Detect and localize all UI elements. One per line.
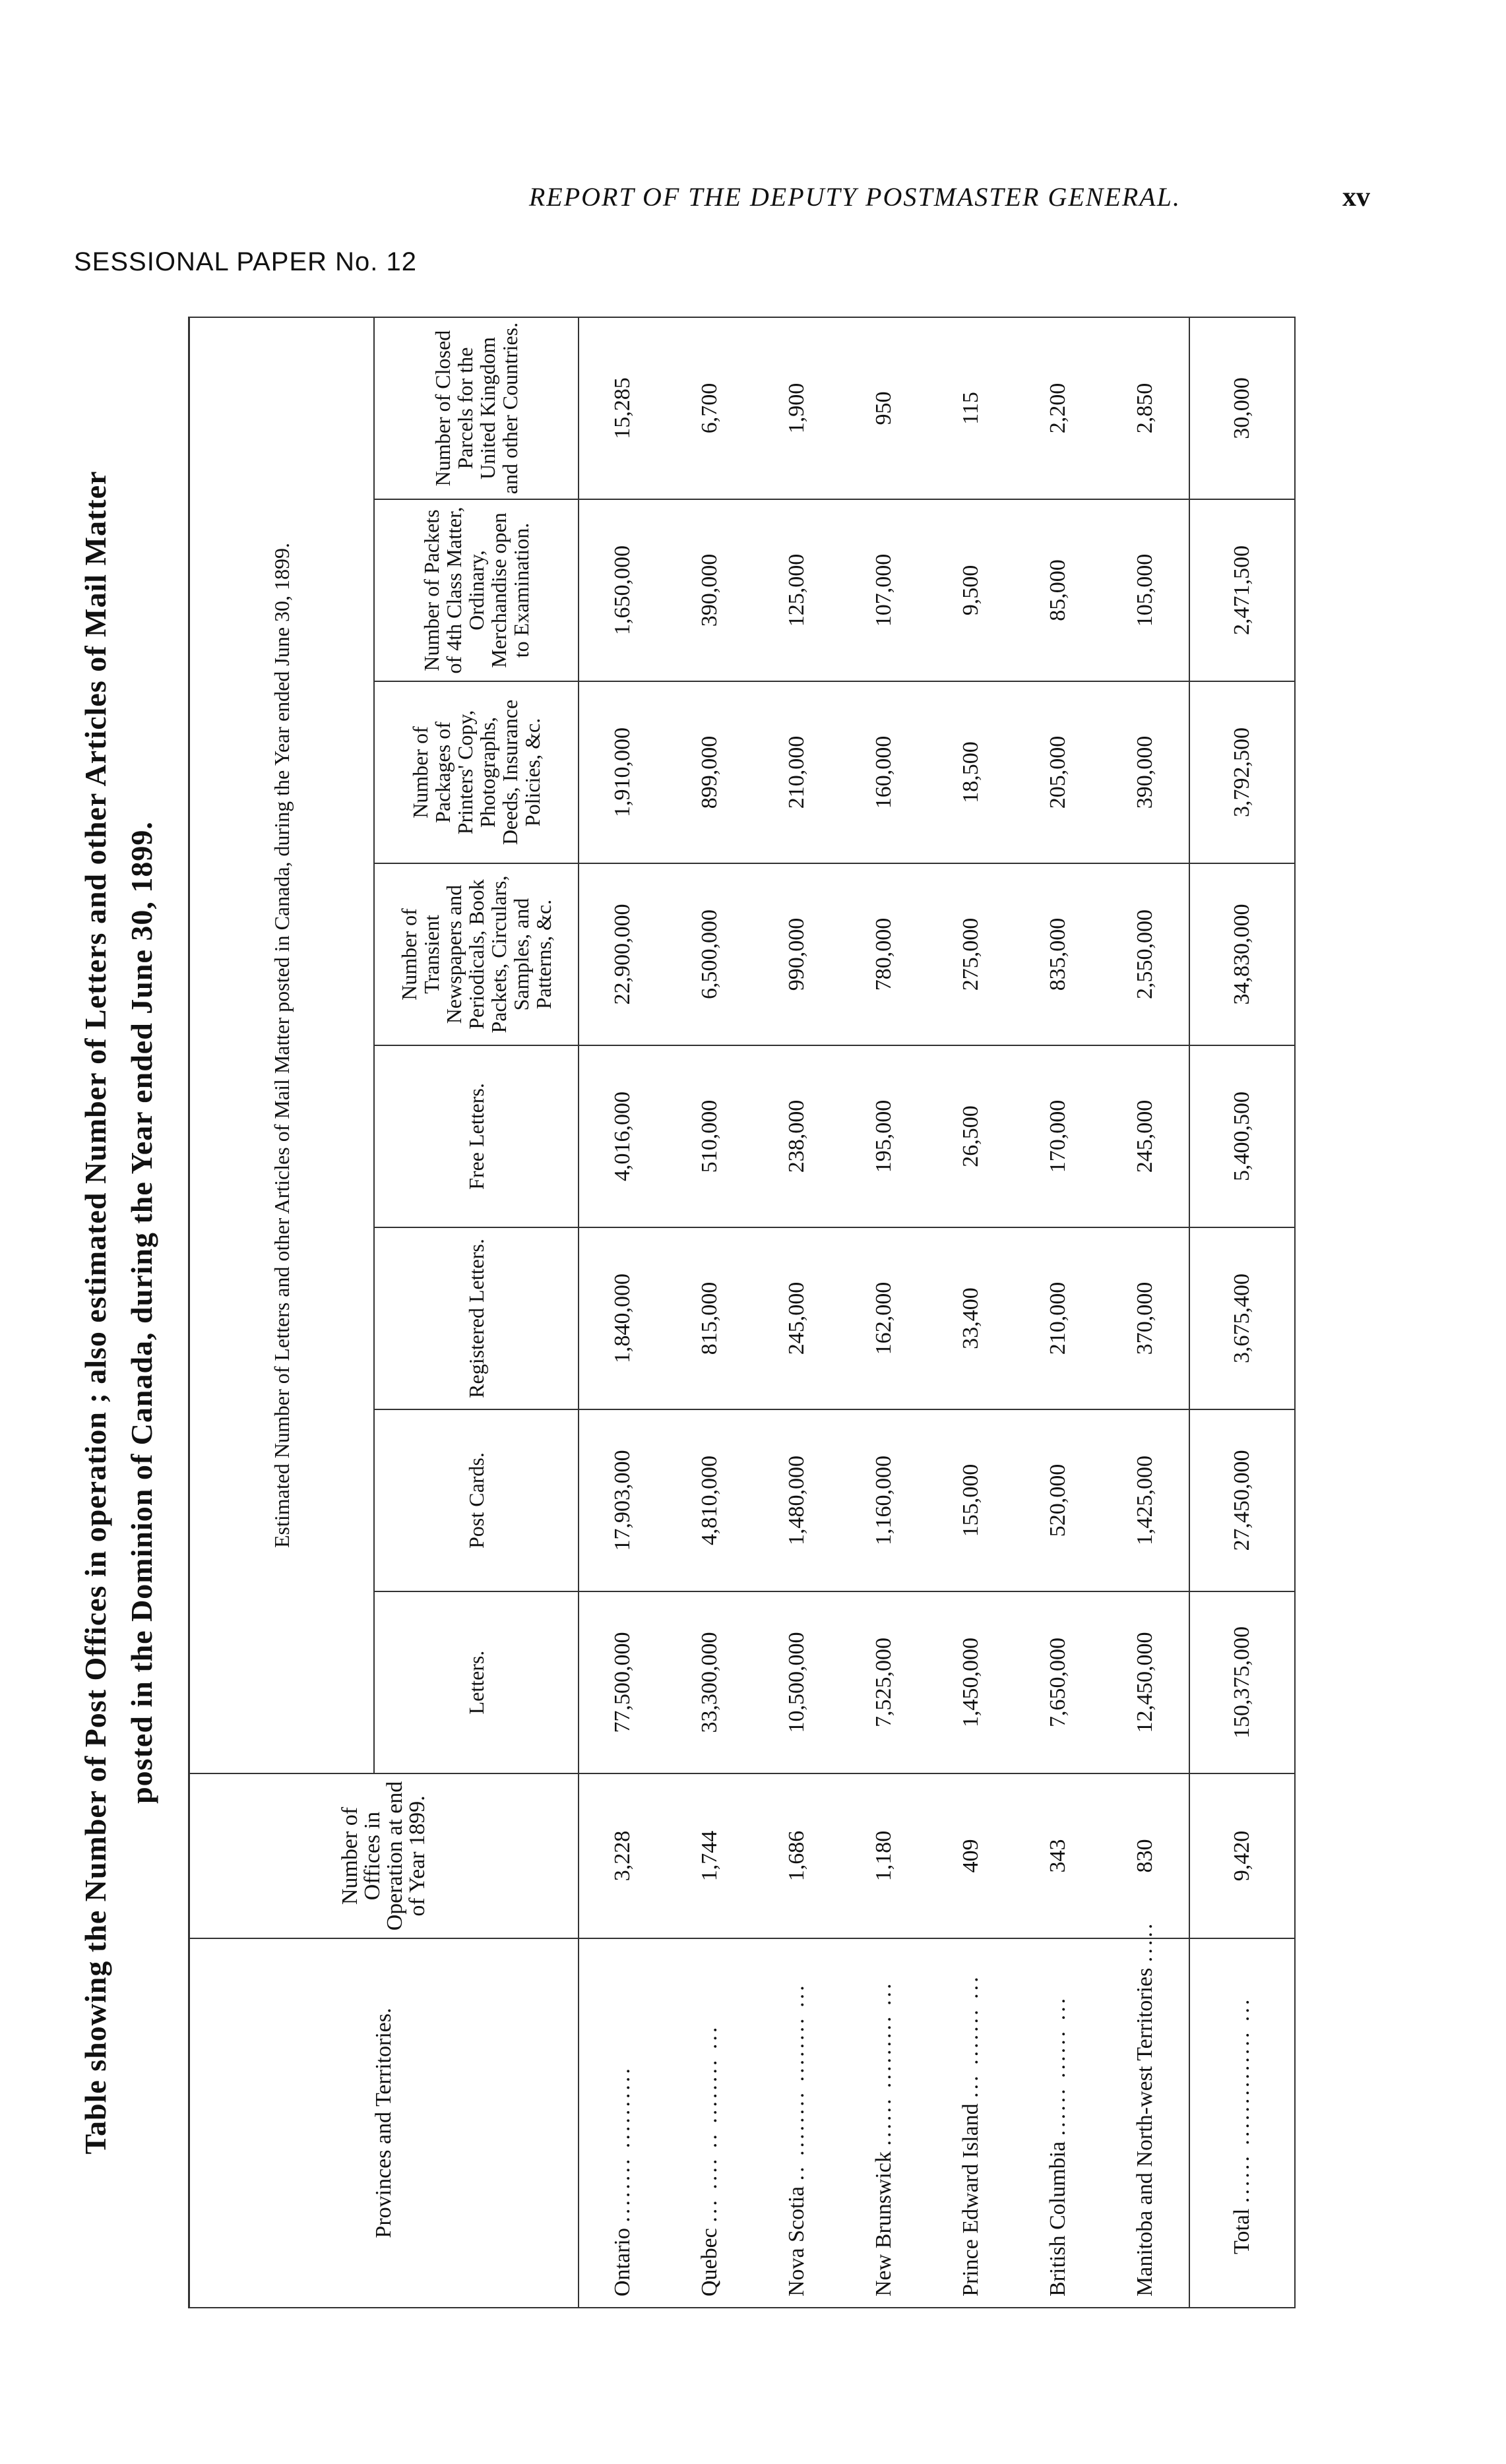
leader-dots: ...... .............. ...	[1230, 1996, 1254, 2203]
value-cell: 2,200	[1015, 317, 1102, 499]
leader-dots: ... ....... ...	[958, 1974, 983, 2098]
value-cell: 155,000	[927, 1409, 1015, 1591]
value-cell: 5,400,500	[1189, 1045, 1295, 1227]
leader-dots: ...... ...... ...	[1046, 1995, 1070, 2136]
caption-line-2: posted in the Dominion of Canada, during the Year ended June 30, 1899.	[125, 821, 158, 1804]
table-row	[1015, 317, 1102, 2308]
value-cell: 7,650,000	[1015, 1591, 1102, 1773]
leader-dots: ........ ..........	[610, 2066, 635, 2223]
offices-cell: 9,420	[1189, 1773, 1295, 1938]
value-cell: 160,000	[840, 681, 927, 863]
table-caption	[73, 317, 178, 2308]
value-cell: 3,792,500	[1189, 681, 1295, 863]
value-cell: 162,000	[840, 1227, 927, 1409]
value-cell: 950	[840, 317, 927, 499]
value-cell: 33,400	[927, 1227, 1015, 1409]
leader-dots: ...... ......... ...	[871, 1981, 896, 2146]
province-cell	[1015, 1938, 1102, 2308]
value-cell: 1,450,000	[927, 1591, 1015, 1773]
sessional-paper-label: SESSIONAL PAPER No. 12	[74, 247, 417, 276]
value-cell: 1,910,000	[579, 681, 666, 863]
value-cell: 2,850	[1102, 317, 1189, 499]
value-cell: 7,525,000	[840, 1591, 927, 1773]
province-cell	[927, 1938, 1015, 2308]
table-row	[666, 317, 753, 2308]
table-row	[753, 317, 840, 2308]
offices-cell: 1,180	[840, 1773, 927, 1938]
leader-dots: .. ........ ........ ...	[784, 1983, 809, 2181]
province-name: New Brunswick	[871, 2151, 896, 2296]
value-cell: 510,000	[666, 1045, 753, 1227]
offices-cell: 830	[1102, 1773, 1189, 1938]
value-cell: 30,000	[1189, 317, 1295, 499]
total-label-cell	[1189, 1938, 1295, 2308]
value-cell: 3,675,400	[1189, 1227, 1295, 1409]
province-name: British Columbia	[1046, 2141, 1070, 2296]
offices-cell: 343	[1015, 1773, 1102, 1938]
value-cell: 238,000	[753, 1045, 840, 1227]
province-cell	[840, 1938, 927, 2308]
header-free-letters: Free Letters.	[374, 1045, 579, 1227]
table-row	[579, 317, 666, 2308]
total-label: Total	[1230, 2208, 1254, 2254]
province-name: Prince Edward Island	[958, 2103, 983, 2296]
value-cell: 6,500,000	[666, 863, 753, 1045]
value-cell: 1,480,000	[753, 1409, 840, 1591]
value-cell: 27,450,000	[1189, 1409, 1295, 1591]
value-cell: 6,700	[666, 317, 753, 499]
province-name: Ontario	[610, 2228, 635, 2296]
value-cell: 390,000	[666, 499, 753, 681]
header-letters: Letters.	[374, 1591, 579, 1773]
value-cell: 1,650,000	[579, 499, 666, 681]
value-cell: 835,000	[1015, 863, 1102, 1045]
value-cell: 210,000	[1015, 1227, 1102, 1409]
value-cell: 26,500	[927, 1045, 1015, 1227]
value-cell: 77,500,000	[579, 1591, 666, 1773]
header-estimated-group: Estimated Number of Letters and other Articles of Mail Matter posted in Canada, during the Year ended June 30, 1899.	[189, 317, 375, 1773]
value-cell: 9,500	[927, 499, 1015, 681]
header-fourth-class-packets: Number of Packets of 4th Class Matter, Ordinary, Merchandise open to Examination.	[374, 499, 579, 681]
value-cell: 1,900	[753, 317, 840, 499]
value-cell: 170,000	[1015, 1045, 1102, 1227]
province-cell	[666, 1938, 753, 2308]
header-provinces: Provinces and Territories.	[189, 1938, 579, 2308]
value-cell: 4,016,000	[579, 1045, 666, 1227]
province-name: Quebec	[697, 2228, 722, 2296]
value-cell: 275,000	[927, 863, 1015, 1045]
value-cell: 195,000	[840, 1045, 927, 1227]
value-cell: 390,000	[1102, 681, 1189, 863]
value-cell: 245,000	[1102, 1045, 1189, 1227]
header-transient-newspapers: Number of Transient Newspapers and Periodicals, Book Packets, Circulars, Samples, and Patterns, &c.	[374, 863, 579, 1045]
value-cell: 15,285	[579, 317, 666, 499]
value-cell: 18,500	[927, 681, 1015, 863]
offices-cell: 3,228	[579, 1773, 666, 1938]
value-cell: 370,000	[1102, 1227, 1189, 1409]
value-cell: 210,000	[753, 681, 840, 863]
page-number: xv	[1342, 182, 1370, 212]
header-printers-copy-packages: Number of Packages of Printers' Copy, Photographs, Deeds, Insurance Policies, &c.	[374, 681, 579, 863]
value-cell: 85,000	[1015, 499, 1102, 681]
value-cell: 1,425,000	[1102, 1409, 1189, 1591]
value-cell: 2,550,000	[1102, 863, 1189, 1045]
total-row	[1189, 317, 1295, 2308]
mail-statistics-table	[188, 317, 1296, 2308]
header-offices: Number of Offices in Operation at end of Year 1899.	[189, 1773, 579, 1938]
value-cell: 33,300,000	[666, 1591, 753, 1773]
header-registered-letters: Registered Letters.	[374, 1227, 579, 1409]
province-name: Manitoba and North-west Territories	[1133, 1967, 1157, 2296]
leader-dots: ... .... .. ........ ...	[697, 2024, 722, 2223]
value-cell: 105,000	[1102, 499, 1189, 681]
province-name: Nova Scotia	[784, 2186, 809, 2296]
value-cell: 780,000	[840, 863, 927, 1045]
value-cell: 150,375,000	[1189, 1591, 1295, 1773]
value-cell: 1,160,000	[840, 1409, 927, 1591]
running-title: REPORT OF THE DEPUTY POSTMASTER GENERAL.	[528, 182, 1181, 212]
table-row	[840, 317, 927, 2308]
value-cell: 115	[927, 317, 1015, 499]
value-cell: 245,000	[753, 1227, 840, 1409]
leader-dots: .....	[1133, 1921, 1157, 1963]
value-cell: 2,471,500	[1189, 499, 1295, 681]
header-post-cards: Post Cards.	[374, 1409, 579, 1591]
province-cell	[1102, 1921, 1189, 2308]
value-cell: 899,000	[666, 681, 753, 863]
value-cell: 12,450,000	[1102, 1591, 1189, 1773]
offices-cell: 1,686	[753, 1773, 840, 1938]
value-cell: 34,830,000	[1189, 863, 1295, 1045]
rotated-table-block	[73, 317, 1254, 2308]
value-cell: 815,000	[666, 1227, 753, 1409]
province-cell	[579, 1938, 666, 2308]
offices-cell: 409	[927, 1773, 1015, 1938]
value-cell: 22,900,000	[579, 863, 666, 1045]
value-cell: 1,840,000	[579, 1227, 666, 1409]
caption-line-1: Table showing the Number of Post Offices in operation ; also estimated Number of Letters and other Articles of Mail Matter	[78, 470, 112, 2155]
header-closed-parcels: Number of Closed Parcels for the United Kingdom and other Countries.	[374, 317, 579, 499]
table-row	[1102, 317, 1189, 2308]
table-row	[927, 317, 1015, 2308]
value-cell: 10,500,000	[753, 1591, 840, 1773]
value-cell: 4,810,000	[666, 1409, 753, 1591]
province-cell	[753, 1938, 840, 2308]
value-cell: 125,000	[753, 499, 840, 681]
value-cell: 17,903,000	[579, 1409, 666, 1591]
value-cell: 990,000	[753, 863, 840, 1045]
value-cell: 107,000	[840, 499, 927, 681]
value-cell: 520,000	[1015, 1409, 1102, 1591]
value-cell: 205,000	[1015, 681, 1102, 863]
offices-cell: 1,744	[666, 1773, 753, 1938]
